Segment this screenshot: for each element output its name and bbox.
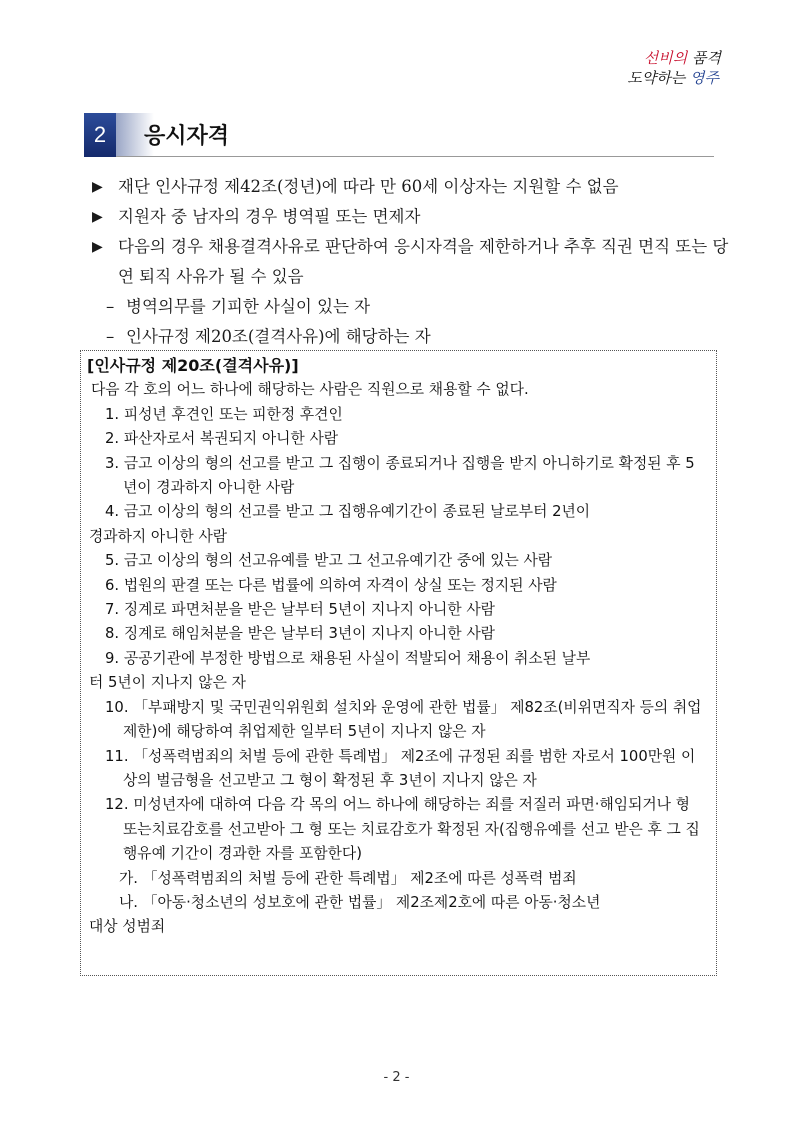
list-item: 12. 미성년자에 대하여 다음 각 목의 어느 하나에 해당하는 죄를 저질러 파면·해임되거나 형 또는치료감호를 선고받아 그 형 또는 치료감호가 확정된 자(집행유예를 선고 받은 후 그 집행유예 기간이 경과한 자를 포함한다): [105, 796, 700, 863]
list-item-continuation: 경과하지 아니한 사람: [89, 527, 228, 545]
box-intro: 다음 각 호의 어느 하나에 해당하는 사람은 직원으로 채용할 수 없다.: [91, 381, 529, 399]
regulation-box: [80, 350, 717, 976]
list-item: 2. 파산자로서 복권되지 아니한 사람: [105, 430, 339, 448]
list-subitem: 가. 「성폭력범죄의 처벌 등에 관한 특례법」 제2조에 따른 성폭력 범죄: [119, 869, 577, 887]
bullet-list: [92, 172, 732, 352]
logo-text-1a: 선비의: [643, 49, 688, 67]
list-subitem: 나. 「아동·청소년의 성보호에 관한 법률」 제2조제2호에 따른 아동·청소년: [119, 893, 601, 911]
list-item-continuation: 터 5년이 지나지 않은 자: [89, 674, 246, 692]
list-item: 1. 피성년 후견인 또는 피한정 후견인: [105, 405, 343, 423]
list-item: 9. 공공기관에 부정한 방법으로 채용된 사실이 적발되어 채용이 취소된 날부: [105, 649, 591, 667]
bullet-text: 재단 인사규정 제42조(정년)에 따라 만 60세 이상자는 지원할 수 없음: [118, 177, 619, 196]
section-rule: [116, 156, 714, 157]
bullet-item: [92, 202, 732, 232]
logo-text-1b: 품격: [692, 49, 721, 67]
section-header: [84, 113, 714, 157]
sub-item: [92, 322, 732, 352]
list-item-continuation: 대상 성범죄: [89, 918, 166, 936]
bullet-arrow-icon: ▶: [92, 179, 103, 195]
sub-text: 병역의무를 기피한 사실이 있는 자: [126, 297, 371, 316]
list-item: 3. 금고 이상의 형의 선고를 받고 그 집행이 종료되거나 집행을 받지 아니하기로 확정된 후 5년이 경과하지 아니한 사람: [105, 454, 695, 497]
section-title: 응시자격: [144, 124, 230, 149]
list-item: 11. 「성폭력범죄의 처벌 등에 관한 특례법」 제2조에 규정된 죄를 범한 자로서 100만원 이상의 벌금형을 선고받고 그 형이 확정된 후 3년이 지나지 않은 자: [105, 747, 696, 789]
logo: [627, 48, 721, 88]
dash-icon: –: [106, 327, 115, 346]
section-number: 2: [84, 113, 116, 157]
box-title: [인사규정 제20조(결격사유)]: [87, 356, 299, 375]
list-item: 8. 징계로 해임처분을 받은 날부터 3년이 지나지 아니한 사람: [105, 625, 495, 643]
bullet-arrow-icon: ▶: [92, 239, 103, 255]
list-item: 5. 금고 이상의 형의 선고유예를 받고 그 선고유예기간 중에 있는 사람: [105, 552, 553, 570]
dash-icon: –: [106, 297, 115, 316]
list-item: 4. 금고 이상의 형의 선고를 받고 그 집행유예기간이 종료된 날로부터 2년이: [105, 503, 591, 521]
page-number: - 2 -: [383, 1070, 410, 1085]
sub-text: 인사규정 제20조(결격사유)에 해당하는 자: [126, 327, 431, 346]
bullet-text: 다음의 경우 채용결격사유로 판단하여 응시자격을 제한하거나 추후 직권 면직 또는 당연 퇴직 사유가 될 수 있음: [118, 237, 729, 286]
list-item: 10. 「부패방지 및 국민권익위원회 설치와 운영에 관한 법률」 제82조(비위면직자 등의 취업제한)에 해당하여 취업제한 일부터 5년이 지나지 않은 자: [105, 698, 702, 741]
bullet-item: [92, 232, 732, 292]
bullet-item: [92, 172, 732, 202]
list-item: 6. 법원의 판결 또는 다른 법률에 의하여 자격이 상실 또는 정지된 사람: [105, 576, 557, 594]
sub-item: [92, 292, 732, 322]
list-item: 7. 징계로 파면처분을 받은 날부터 5년이 지나지 아니한 사람: [105, 601, 495, 619]
bullet-text: 지원자 중 남자의 경우 병역필 또는 면제자: [118, 207, 421, 226]
bullet-arrow-icon: ▶: [92, 209, 103, 225]
logo-text-2a: 도약하는: [627, 69, 686, 87]
logo-text-2b: 영주: [690, 69, 719, 87]
